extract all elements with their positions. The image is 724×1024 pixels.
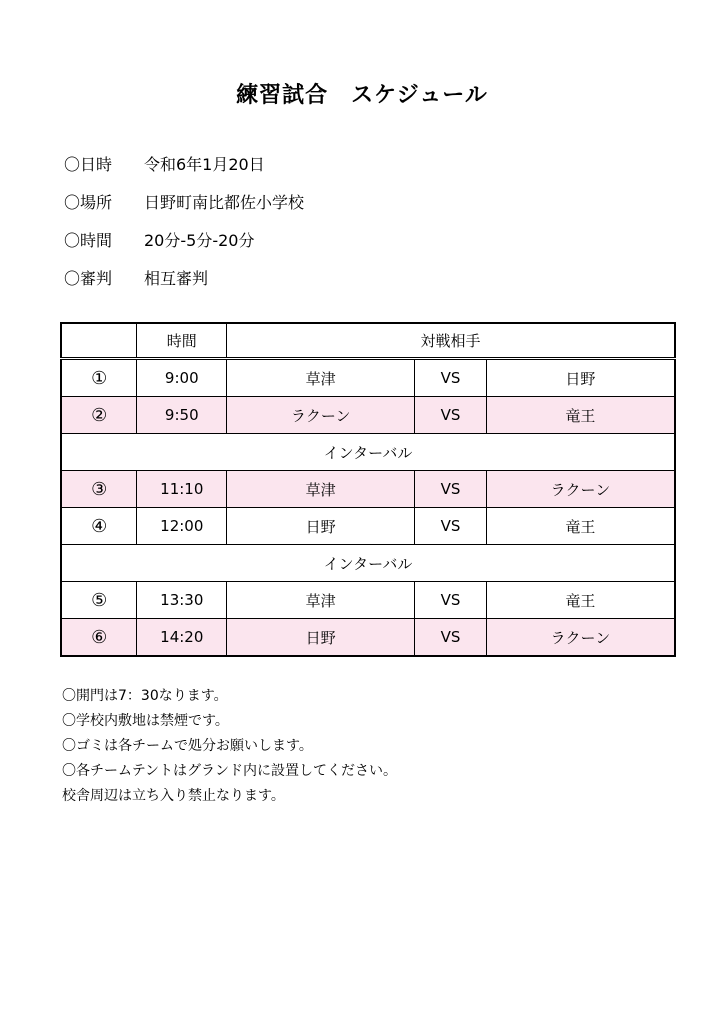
interval-label: インターバル xyxy=(61,545,675,582)
home-team: 草津 xyxy=(227,471,415,508)
note-restricted: 校舎周辺は立ち入り禁止なります。 xyxy=(62,788,285,804)
note-garbage: 〇ゴミは各チームで処分お願いします。 xyxy=(62,738,313,754)
info-referee xyxy=(64,258,304,296)
schedule-table xyxy=(60,322,676,657)
table-row xyxy=(61,471,675,508)
info-date-label: 〇日時 xyxy=(64,154,113,174)
vs-label: VS xyxy=(415,397,486,434)
table-row xyxy=(61,359,675,397)
match-time: 12:00 xyxy=(137,508,227,545)
header-time: 時間 xyxy=(137,323,227,359)
match-number: ⑤ xyxy=(61,582,137,619)
table-row xyxy=(61,619,675,657)
header-no xyxy=(61,323,137,359)
match-number: ⑥ xyxy=(61,619,137,657)
home-team: 日野 xyxy=(227,508,415,545)
table-row xyxy=(61,397,675,434)
table-row xyxy=(61,508,675,545)
home-team: ラクーン xyxy=(227,397,415,434)
info-time xyxy=(64,220,304,258)
interval-row xyxy=(61,545,675,582)
vs-label: VS xyxy=(415,508,486,545)
match-time: 9:50 xyxy=(137,397,227,434)
away-team: 竜王 xyxy=(486,582,675,619)
vs-label: VS xyxy=(415,359,486,397)
notes xyxy=(62,684,397,809)
info-time-value: 20分-5分-20分 xyxy=(144,230,255,250)
table-row xyxy=(61,582,675,619)
info-referee-label: 〇審判 xyxy=(64,268,113,288)
note-tent: 〇各チームテントはグランド内に設置してください。 xyxy=(62,763,398,779)
interval-row xyxy=(61,434,675,471)
info-time-label: 〇時間 xyxy=(64,230,113,250)
info-place xyxy=(64,182,304,220)
info-date-value: 令和6年1月20日 xyxy=(144,154,265,174)
away-team: 日野 xyxy=(486,359,675,397)
table-header-row xyxy=(61,323,675,359)
note-smoking: 〇学校内敷地は禁煙です。 xyxy=(62,713,229,729)
note-gate: 〇開門は7：30なります。 xyxy=(62,688,228,704)
header-opponent: 対戦相手 xyxy=(227,323,675,359)
match-time: 11:10 xyxy=(137,471,227,508)
match-number: ③ xyxy=(61,471,137,508)
away-team: 竜王 xyxy=(486,397,675,434)
home-team: 草津 xyxy=(227,359,415,397)
interval-label: インターバル xyxy=(61,434,675,471)
away-team: ラクーン xyxy=(486,471,675,508)
away-team: ラクーン xyxy=(486,619,675,657)
info-place-value: 日野町南比都佐小学校 xyxy=(144,192,305,212)
home-team: 日野 xyxy=(227,619,415,657)
away-team: 竜王 xyxy=(486,508,675,545)
vs-label: VS xyxy=(415,582,486,619)
match-time: 9:00 xyxy=(137,359,227,397)
vs-label: VS xyxy=(415,619,486,657)
match-number: ④ xyxy=(61,508,137,545)
info-date xyxy=(64,144,304,182)
vs-label: VS xyxy=(415,471,486,508)
match-number: ② xyxy=(61,397,137,434)
event-info xyxy=(64,144,304,296)
match-number: ① xyxy=(61,359,137,397)
page-title: 練習試合 スケジュール xyxy=(236,83,488,108)
info-referee-value: 相互審判 xyxy=(144,268,209,288)
info-place-label: 〇場所 xyxy=(64,192,113,212)
match-time: 13:30 xyxy=(137,582,227,619)
home-team: 草津 xyxy=(227,582,415,619)
match-time: 14:20 xyxy=(137,619,227,657)
